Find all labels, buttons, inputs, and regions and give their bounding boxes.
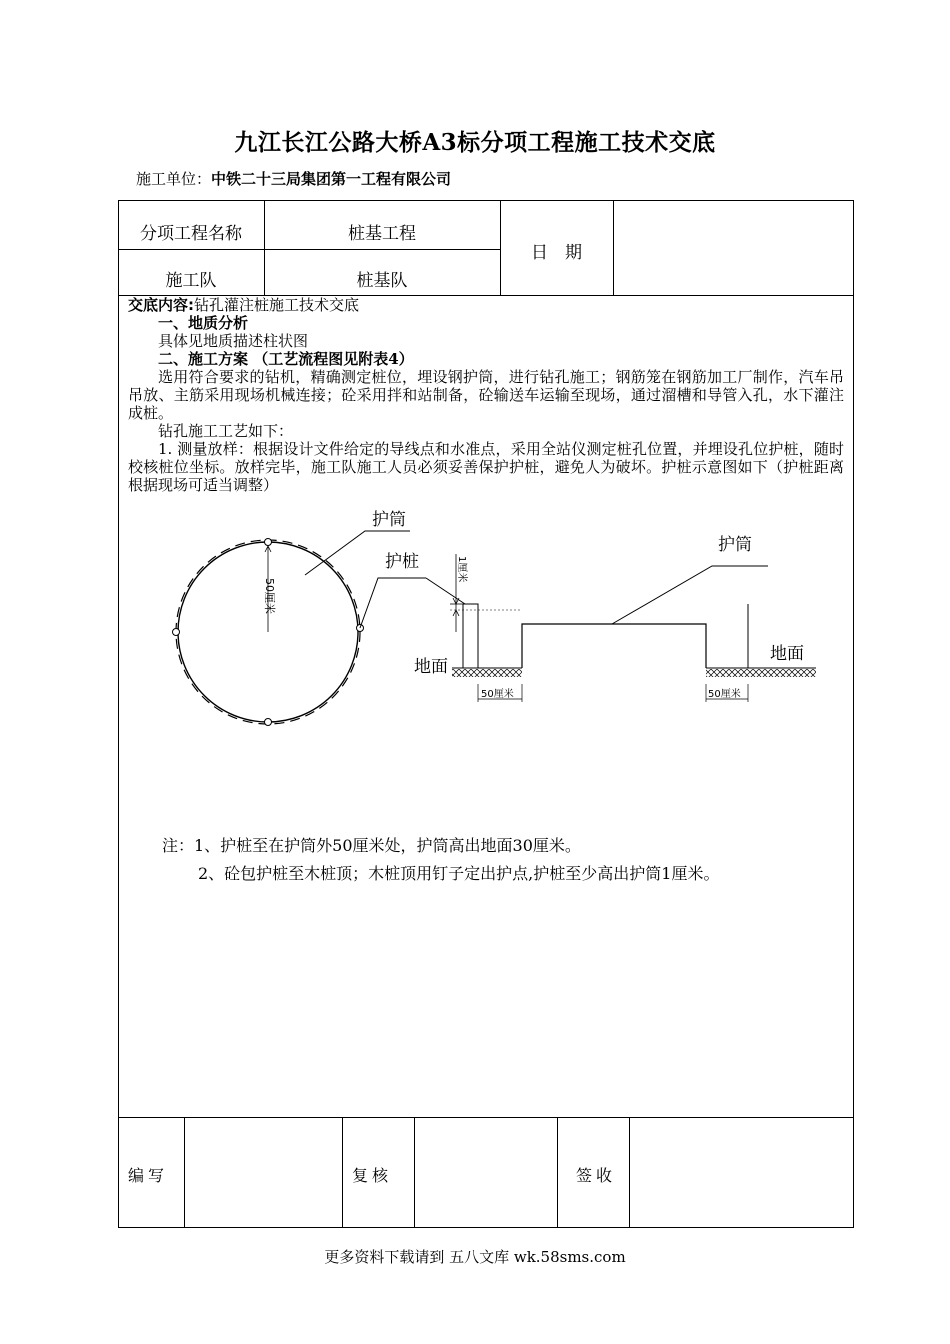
height-dimension-label: 1厘米 <box>456 556 467 583</box>
receive-label: 签收 <box>576 1166 617 1185</box>
team-label: 施工队 <box>165 271 217 291</box>
write-label: 编写 <box>128 1166 169 1185</box>
pile-guard-stake <box>463 604 478 668</box>
footer-link[interactable]: 更多资料下载请到 五八文库 wk.58sms.com <box>324 1248 626 1266</box>
label-casing-2: 护筒 <box>718 535 752 554</box>
review-label: 复核 <box>352 1166 393 1185</box>
document-title: 九江长江公路大桥A3标分项工程施工技术交底 <box>234 129 716 156</box>
unit-value: 中铁二十三局集团第一工程有限公司 <box>211 170 452 188</box>
label-pile-guard: 护桩 <box>385 552 419 571</box>
paragraph-1: 选用符合要求的钻机，精确测定桩位，埋设钢护筒，进行钻孔施工；钢筋笼在钢筋加工厂制作，汽车吊吊放、主筋采用现场机械连接；砼采用拌和站制备，砼输送车运输至现场，通过溜槽和导管入孔，水下灌注成桩。 <box>128 368 844 422</box>
note-2: 2、砼包护桩至木桩顶；木桩顶用钉子定出护点,护桩至少高出护筒1厘米。 <box>198 864 720 883</box>
section2-title: 二、施工方案 （工艺流程图见附表4） <box>158 350 414 368</box>
offset2-label: 50厘米 <box>708 689 741 700</box>
ground-hatch-left <box>452 669 522 677</box>
guard-stake-top <box>265 539 272 546</box>
pile-guard-leader <box>360 578 426 628</box>
label-ground-2: 地面 <box>770 644 804 663</box>
team-value: 桩基队 <box>356 271 408 291</box>
ground-hatch-right <box>706 669 816 677</box>
section1-text: 具体见地质描述柱状图 <box>158 332 309 350</box>
guard-stake-left <box>173 629 180 636</box>
casing-profile <box>522 624 706 668</box>
sig-col-3 <box>414 1117 415 1228</box>
unit-label: 施工单位： <box>136 170 212 188</box>
offset1-label: 50厘米 <box>481 689 514 700</box>
paragraph-3: 1. 测量放样：根据设计文件给定的导线点和水准点，采用全站仪测定桩孔位置，并埋设孔位护桩，随时校核桩位坐标。放样完毕，施工队施工人员必须妥善保护护桩，避免人为破坏。护桩示意图如下（护桩距离根据现场可适当调整） <box>128 440 844 494</box>
radius-dimension-label: 50厘米 <box>263 578 276 614</box>
date-label: 日 期 <box>531 243 582 263</box>
sig-col-4 <box>557 1117 558 1228</box>
sig-col-5 <box>629 1117 630 1228</box>
guard-stake-bottom <box>265 719 272 726</box>
item-name-label: 分项工程名称 <box>140 224 242 244</box>
item-name-value: 桩基工程 <box>348 224 416 244</box>
signature-top-rule <box>118 1117 854 1118</box>
casing-leader-2 <box>612 566 768 624</box>
note-1: 注：1、护桩至在护筒外50厘米处，护筒高出地面30厘米。 <box>162 836 581 855</box>
notes <box>162 832 719 888</box>
label-casing-1: 护筒 <box>372 510 406 529</box>
content-heading-label: 交底内容: <box>128 296 194 314</box>
section1-title: 一、地质分析 <box>158 314 249 332</box>
label-ground-1: 地面 <box>414 657 448 676</box>
paragraph-2: 钻孔施工工艺如下： <box>158 422 294 440</box>
sig-col-1 <box>184 1117 185 1228</box>
content-heading-value: 钻孔灌注桩施工技术交底 <box>194 296 360 314</box>
sig-col-2 <box>342 1117 343 1228</box>
